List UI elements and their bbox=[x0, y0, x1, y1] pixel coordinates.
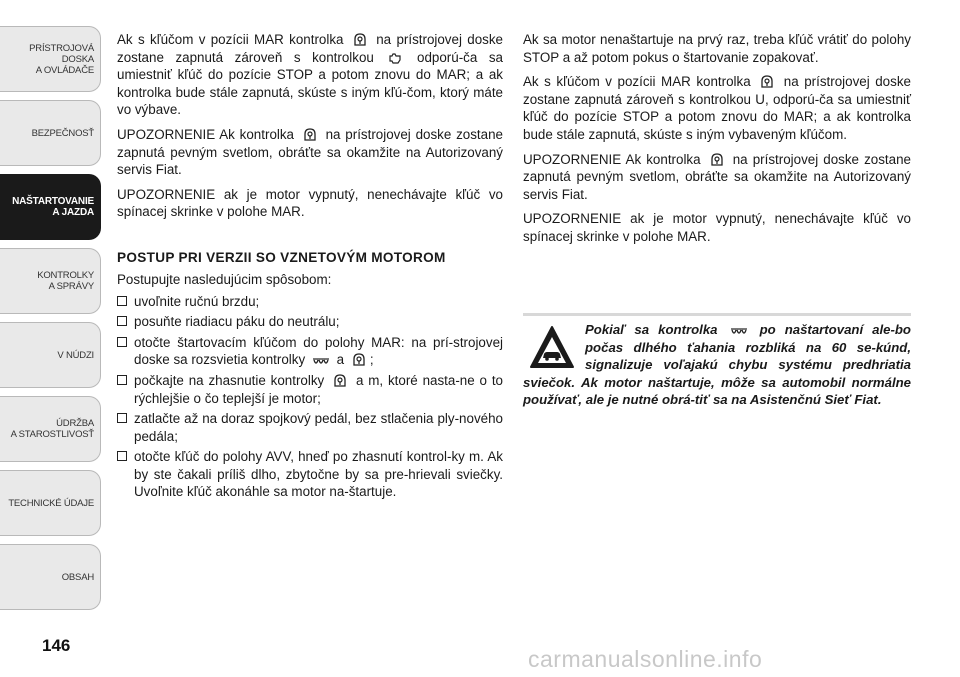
paragraph: Ak s kľúčom v pozícii MAR kontrolka na prístrojovej doske zostane zapnutá zároveň s kontrolkou odporú-ča sa umiestniť kľúč do pozície STOP a potom znovu do MAR; a ak kontrolka bude stále zapnutá, skúste s iným kľú-čom, ktorý máte vo výbave. bbox=[117, 32, 504, 118]
glow-plug-icon bbox=[730, 327, 748, 337]
list-item: posuňte riadiacu páku do neutrálu; bbox=[117, 313, 503, 331]
immobilizer-icon bbox=[332, 372, 348, 388]
paragraph: Ak sa motor nenaštartuje na prvý raz, treba kľúč vrátiť do polohy STOP a až potom pokus o štartovanie zopakovať. bbox=[523, 32, 911, 65]
checkbox-bullet bbox=[117, 375, 127, 385]
checkbox-bullet bbox=[117, 451, 127, 461]
immobilizer-icon bbox=[709, 151, 725, 167]
checkbox-bullet bbox=[117, 337, 127, 347]
tab-udrzba[interactable]: ÚDRŽBA A STAROSTLIVOSŤ bbox=[0, 396, 101, 462]
checkbox-bullet bbox=[117, 296, 127, 306]
list-item: otočte štartovacím kľúčom do polohy MAR: na prí-strojovej doske sa rozsvietia kontrolky a ; bbox=[117, 334, 503, 369]
paragraph: UPOZORNENIE ak je motor vypnutý, nenechávajte kľúč vo spínacej skrinke v polohe MAR. bbox=[523, 211, 911, 244]
warning-triangle-icon bbox=[529, 325, 575, 369]
divider bbox=[523, 313, 911, 316]
immobilizer-icon bbox=[759, 73, 775, 89]
steps-list bbox=[117, 293, 503, 502]
right-column bbox=[523, 31, 911, 253]
engine-fault-icon bbox=[388, 51, 402, 65]
tab-bezpecnost[interactable]: BEZPEČNOSŤ bbox=[0, 100, 101, 166]
immobilizer-icon bbox=[351, 351, 367, 367]
tab-v-nudzi[interactable]: V NÚDZI bbox=[0, 322, 101, 388]
paragraph: UPOZORNENIE ak je motor vypnutý, nenechávajte kľúč vo spínacej skrinke v polohe MAR. bbox=[117, 186, 503, 220]
list-item: uvoľnite ručnú brzdu; bbox=[117, 293, 503, 311]
immobilizer-icon bbox=[302, 126, 318, 142]
list-item: otočte kľúč do polohy AVV, hneď po zhasnutí kontrol-ky m. Ak by ste čakali príliš dlho, zbytočne by sa pre-hrievali sviečky. Uvoľnite kľúč akonáhle sa motor na-štartuje. bbox=[117, 448, 503, 501]
tab-kontrolky-a-spravy[interactable]: KONTROLKY A SPRÁVY bbox=[0, 248, 101, 314]
tab-pristrojova-doska[interactable]: PRÍSTROJOVÁ DOSKA A OVLÁDAČE bbox=[0, 26, 101, 92]
checkbox-bullet bbox=[117, 316, 127, 326]
list-item: zatlačte až na doraz spojkový pedál, bez stlačenia ply-nového pedála; bbox=[117, 410, 503, 445]
glow-plug-icon bbox=[312, 357, 330, 367]
paragraph: Postupujte nasledujúcim spôsobom: bbox=[117, 271, 332, 287]
tab-nastartovanie-a-jazda[interactable]: NAŠTARTOVANIE A JAZDA bbox=[0, 174, 101, 240]
immobilizer-icon bbox=[352, 31, 368, 47]
tab-technicke-udaje[interactable]: TECHNICKÉ ÚDAJE bbox=[0, 470, 101, 536]
paragraph: UPOZORNENIE Ak kontrolka na prístrojovej doske zostane zapnutá pevným svetlom, obráťte sa okamžite na Autorizovaný servis Fiat. bbox=[117, 126, 503, 178]
watermark: carmanualsonline.info bbox=[528, 646, 763, 672]
tab-obsah[interactable]: OBSAH bbox=[0, 544, 101, 610]
checkbox-bullet bbox=[117, 413, 127, 423]
paragraph: UPOZORNENIE Ak kontrolka na prístrojovej doske zostane zapnutá pevným svetlom, obráťte sa okamžite na Autorizovaný servis Fiat. bbox=[523, 151, 911, 202]
warning-text: Pokiaľ sa kontrolka po naštartovaní ale-bo počas dlhého ťahania rozbliká na 60 se-kúnd, signalizuje voľajakú chybu systému predhriatia sviečok. Ak motor naštartuje, môže sa automobil normálne používať, ale je nutné obrá-tiť sa na Asistenčnú Sieť Fiat. bbox=[523, 322, 911, 408]
section-heading: POSTUP PRI VERZII SO VZNETOVÝM MOTOROM bbox=[117, 249, 446, 265]
paragraph: Ak s kľúčom v pozícii MAR kontrolka na prístrojovej doske zostane zapnutá zároveň s kontrolkou U, odporú-ča sa umiestniť kľúč do pozície STOP a potom znovu do MAR; a ak kontrolka bude stále zapnutá, skúste s iným vybaveným kľúčom. bbox=[523, 74, 911, 142]
left-column bbox=[117, 31, 503, 504]
page-number: 146 bbox=[42, 636, 71, 655]
list-item: počkajte na zhasnutie kontrolky a m, ktoré nasta-ne o to rýchlejšie o čo teplejší je motor; bbox=[117, 372, 503, 407]
